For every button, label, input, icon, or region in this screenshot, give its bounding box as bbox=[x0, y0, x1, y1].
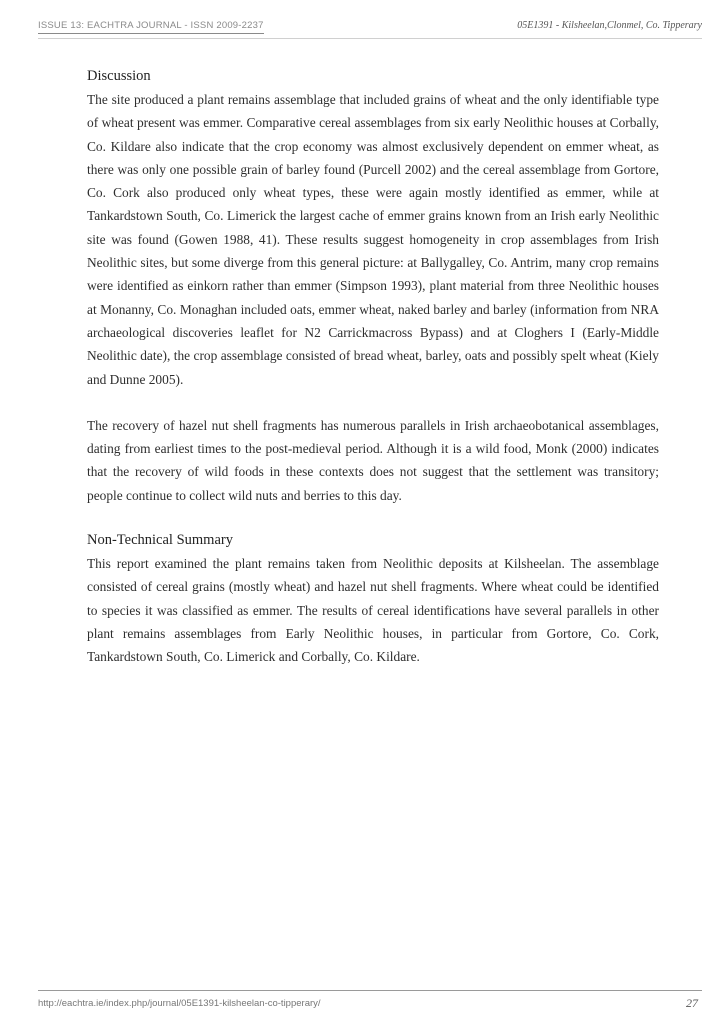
paragraph: This report examined the plant remains taken from Neolithic deposits at Kilsheelan. The assemblage consisted of cereal grains (mostly wheat) and hazel nut shell fragments. Where wheat could be identified to species it was classified as emmer. The results of cereal identifications have several parallels in other plant remains assemblages from Early Neolithic houses, in particular from Gortore, Co. Cork, Tankardstown South, Co. Limerick and Corbally, Co. Kildare. bbox=[87, 556, 659, 665]
paragraph: The site produced a plant remains assemblage that included grains of wheat and the only identifiable type of wheat present was emmer. Comparative cereal assemblages from six early Neolithic houses at Corbally, Co. Kildare also indicate that the crop economy was almost exclusively dependent on emmer wheat, as there was only one possible grain of barley found (Purcell 2002) and the cereal assemblage from Gortore, Co. Cork also produced only wheat types, these were again mostly identified as emmer, while at Tankardstown South, Co. Limerick the largest cache of emmer grains known from an Irish early Neolithic site was found (Gowen 1988, 41). These results suggest homogeneity in crop assemblages from Irish Neolithic sites, but some diverge from this general picture: at Ballygalley, Co. Antrim, many crop remains were identified as einkorn rather than emmer (Simpson 1993), plant material from three Neolithic houses at Monanny, Co. Monaghan included oats, emmer wheat, naked barley and barley (information from NRA archaeological discoveries leaflet for N2 Carrickmacross Bypass) and at Cloghers I (Early-Middle Neolithic date), the crop assemblage consisted of bread wheat, barley, oats and possibly spelt wheat (Kiely and Dunne 2005). bbox=[87, 92, 659, 387]
footer-url-link[interactable]: http://eachtra.ie/index.php/journal/05E1391-kilsheelan-co-tipperary/ bbox=[38, 998, 321, 1009]
paragraph: The recovery of hazel nut shell fragments has numerous parallels in Irish archaeobotanical assemblages, dating from earliest times to the post-medieval period. Although it is a wild food, Monk (2000) indicates that the recovery of wild foods in these contexts does not suggest that the settlement was transitory; people continue to collect wild nuts and berries to this day. bbox=[87, 417, 659, 503]
site-reference-header: 05E1391 - Kilsheelan,Clonmel, Co. Tipperary bbox=[517, 20, 702, 31]
non-technical-summary-section bbox=[87, 530, 659, 668]
discussion-section bbox=[87, 66, 659, 507]
section-heading: Non-Technical Summary bbox=[87, 532, 233, 549]
journal-header: ISSUE 13: EACHTRA JOURNAL - ISSN 2009-2237 bbox=[38, 20, 264, 34]
article-body bbox=[87, 66, 659, 692]
footer-divider bbox=[38, 990, 702, 991]
page-number: 27 bbox=[686, 996, 698, 1010]
header-divider bbox=[38, 38, 702, 39]
section-heading: Discussion bbox=[87, 68, 151, 84]
